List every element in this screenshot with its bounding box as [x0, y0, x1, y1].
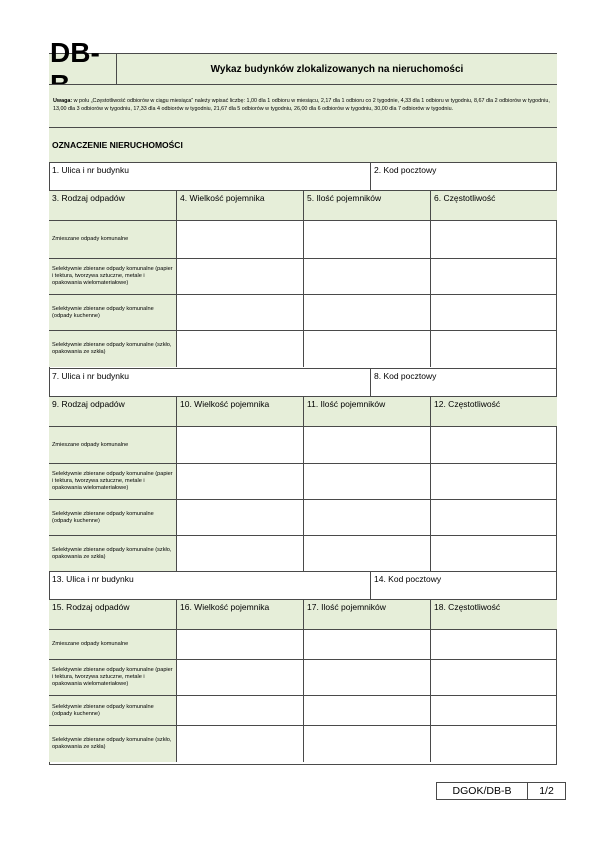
- postal-code-field[interactable]: [370, 368, 557, 396]
- section-title-bar: [49, 127, 557, 162]
- frequency-header-label: 18. Częstotliwość: [434, 602, 501, 612]
- container-size-input[interactable]: [176, 499, 303, 535]
- container-count-input[interactable]: [303, 499, 430, 535]
- note-box: [49, 84, 557, 127]
- waste-type-header-label: 9. Rodzaj odpadów: [52, 399, 125, 409]
- frequency-input[interactable]: [430, 426, 557, 463]
- container-size-input[interactable]: [176, 535, 303, 571]
- frequency-header: [430, 396, 557, 426]
- container-count-input[interactable]: [303, 629, 430, 659]
- note-label: Uwaga:: [53, 98, 73, 104]
- frequency-header-label: 12. Częstotliwość: [434, 399, 501, 409]
- waste-type-header: [49, 396, 176, 426]
- container-count-input[interactable]: [303, 220, 430, 258]
- doc-title: Wykaz budynków zlokalizowanych na nieruchomości: [210, 63, 464, 75]
- waste-type-cell: Selektywnie zbierane odpady komunalne (papier i tektura, tworzywa sztuczne, metale i opakowania wielomateriałowe): [49, 463, 176, 499]
- waste-type-header-label: 15. Rodzaj odpadów: [52, 602, 130, 612]
- page-number: 1/2: [527, 782, 566, 800]
- container-count-header: [303, 190, 430, 220]
- container-count-input[interactable]: [303, 258, 430, 294]
- frequency-input[interactable]: [430, 258, 557, 294]
- form-reference: DGOK/DB-B: [436, 782, 528, 800]
- note-text: [49, 85, 557, 113]
- street-label: 13. Ulica i nr budynku: [52, 574, 134, 584]
- container-size-input[interactable]: [176, 294, 303, 330]
- waste-type-cell: Selektywnie zbierane odpady komunalne (odpady kuchenne): [49, 695, 176, 725]
- frequency-input[interactable]: [430, 220, 557, 258]
- frequency-input[interactable]: [430, 659, 557, 695]
- container-size-input[interactable]: [176, 725, 303, 762]
- container-count-header: [303, 599, 430, 629]
- frequency-input[interactable]: [430, 535, 557, 571]
- waste-type-cell: Selektywnie zbierane odpady komunalne (odpady kuchenne): [49, 499, 176, 535]
- waste-type-cell: Selektywnie zbierane odpady komunalne (szkło, opakowania ze szkła): [49, 535, 176, 571]
- postal-code-label: 14. Kod pocztowy: [374, 574, 442, 584]
- waste-type-cell: Selektywnie zbierane odpady komunalne (szkło, opakowania ze szkła): [49, 725, 176, 762]
- container-count-input[interactable]: [303, 463, 430, 499]
- street-field[interactable]: [49, 368, 370, 396]
- street-field[interactable]: [49, 571, 370, 599]
- container-size-header-label: 10. Wielkość pojemnika: [180, 399, 270, 409]
- container-size-input[interactable]: [176, 258, 303, 294]
- container-size-input[interactable]: [176, 220, 303, 258]
- waste-type-cell: Zmieszane odpady komunalne: [49, 426, 176, 463]
- section-title: OZNACZENIE NIERUCHOMOŚCI: [52, 140, 183, 150]
- frequency-input[interactable]: [430, 725, 557, 762]
- container-size-input[interactable]: [176, 629, 303, 659]
- frequency-input[interactable]: [430, 330, 557, 367]
- waste-type-header: [49, 599, 176, 629]
- container-size-input[interactable]: [176, 695, 303, 725]
- waste-type-header: [49, 190, 176, 220]
- container-size-header: [176, 396, 303, 426]
- container-count-input[interactable]: [303, 535, 430, 571]
- container-size-header-label: 16. Wielkość pojemnika: [180, 602, 270, 612]
- container-count-input[interactable]: [303, 725, 430, 762]
- container-count-header-label: 17. Ilość pojemników: [307, 602, 386, 612]
- frequency-input[interactable]: [430, 463, 557, 499]
- container-size-header-label: 4. Wielkość pojemnika: [180, 193, 265, 203]
- frequency-header-label: 6. Częstotliwość: [434, 193, 496, 203]
- postal-code-label: 8. Kod pocztowy: [374, 371, 437, 381]
- street-field[interactable]: [49, 162, 370, 190]
- postal-code-field[interactable]: [370, 162, 557, 190]
- frequency-input[interactable]: [430, 294, 557, 330]
- waste-type-cell: Selektywnie zbierane odpady komunalne (papier i tektura, tworzywa sztuczne, metale i opakowania wielomateriałowe): [49, 659, 176, 695]
- frequency-input[interactable]: [430, 695, 557, 725]
- container-count-input[interactable]: [303, 695, 430, 725]
- frequency-header: [430, 190, 557, 220]
- container-size-input[interactable]: [176, 659, 303, 695]
- container-size-input[interactable]: [176, 330, 303, 367]
- container-size-header: [176, 599, 303, 629]
- frequency-input[interactable]: [430, 629, 557, 659]
- container-size-header: [176, 190, 303, 220]
- container-count-header: [303, 396, 430, 426]
- container-count-input[interactable]: [303, 426, 430, 463]
- container-count-input[interactable]: [303, 294, 430, 330]
- container-size-input[interactable]: [176, 463, 303, 499]
- waste-type-cell: Selektywnie zbierane odpady komunalne (odpady kuchenne): [49, 294, 176, 330]
- street-label: 1. Ulica i nr budynku: [52, 165, 130, 175]
- postal-code-label: 2. Kod pocztowy: [374, 165, 437, 175]
- container-count-input[interactable]: [303, 330, 430, 367]
- waste-type-cell: Zmieszane odpady komunalne: [49, 629, 176, 659]
- container-count-header-label: 11. Ilość pojemników: [307, 399, 386, 409]
- frequency-input[interactable]: [430, 499, 557, 535]
- postal-code-field[interactable]: [370, 571, 557, 599]
- waste-type-cell: Zmieszane odpady komunalne: [49, 220, 176, 258]
- waste-type-cell: Selektywnie zbierane odpady komunalne (szkło, opakowania ze szkła): [49, 330, 176, 367]
- container-count-header-label: 5. Ilość pojemników: [307, 193, 382, 203]
- container-count-input[interactable]: [303, 659, 430, 695]
- waste-type-header-label: 3. Rodzaj odpadów: [52, 193, 125, 203]
- frequency-header: [430, 599, 557, 629]
- note-body: w polu „Częstotliwość odbiorów w ciągu miesiąca” należy wpisać liczbę: 1,00 dla 1 odbioru w miesiącu, 2,17 dla 1 odbioru co 2 tygodnie, 4,33 dla 1 odbioru w tygodniu, 8,67 dla 2 odbiorów w tygodniu, 13,00 dla 3 odbiorów w tygodniu, 17,33 dla 4 odbiorów w tygodniu, 21,67 dla 5 odbiorów w tygodniu, 26,00 dla 6 odbiorów w tygodniu, 30,00 dla 7 odbiorów w tygodniu.: [53, 98, 550, 112]
- waste-type-cell: Selektywnie zbierane odpady komunalne (papier i tektura, tworzywa sztuczne, metale i opakowania wielomateriałowe): [49, 258, 176, 294]
- container-size-input[interactable]: [176, 426, 303, 463]
- street-label: 7. Ulica i nr budynku: [52, 371, 130, 381]
- doc-code: DB-: [50, 37, 100, 68]
